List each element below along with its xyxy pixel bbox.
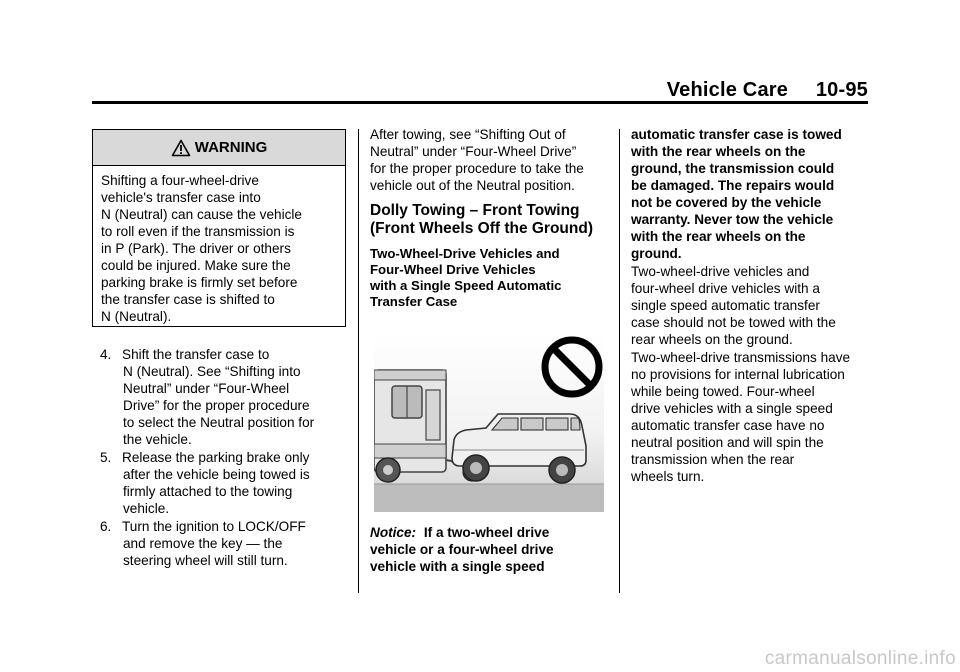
text-line: Neutral” under “Four-Wheel: [123, 381, 290, 396]
text-line: automatic transfer case is towed: [631, 127, 842, 142]
tow-truck: [374, 370, 446, 482]
watermark: carmanualsonline.info: [764, 648, 956, 669]
step-text: [123, 518, 306, 569]
text-line: transmission when the rear: [631, 452, 795, 467]
warning-header: [93, 130, 345, 166]
column-divider: [358, 129, 359, 593]
text-line: Two-wheel-drive transmissions have: [631, 350, 851, 365]
text-line: Release the parking brake only: [122, 450, 310, 465]
heading-line: with a Single Speed Automatic: [370, 278, 562, 293]
text-line: N (Neutral).: [101, 309, 172, 324]
dolly-towing-illustration: [374, 334, 604, 512]
text-line: single speed automatic transfer: [631, 298, 820, 313]
text-line: parking brake is firmly set before: [101, 275, 298, 290]
text-line: could be injured. Make sure the: [101, 258, 291, 273]
intro-paragraph: [370, 126, 615, 194]
text-line: with the rear wheels on the: [631, 229, 806, 244]
text-line: not be covered by the vehicle: [631, 195, 822, 210]
text-line: N (Neutral) can cause the vehicle: [101, 207, 302, 222]
notice-continuation: [631, 126, 871, 262]
text-line: no provisions for internal lubrication: [631, 367, 845, 382]
warning-text: [93, 166, 345, 325]
text-line: with the rear wheels on the: [631, 144, 806, 159]
heading-line: Transfer Case: [370, 294, 458, 309]
column-divider: [619, 129, 620, 593]
warning-triangle-icon: [171, 139, 191, 157]
text-line: the transfer case is shifted to: [101, 292, 275, 307]
step-text: [123, 449, 310, 517]
text-line: rear wheels on the ground.: [631, 332, 793, 347]
text-line: steering wheel will still turn.: [123, 553, 288, 568]
step-number: 5.: [100, 450, 112, 465]
text-line: ground.: [631, 246, 682, 261]
text-line: drive vehicles with a single speed: [631, 401, 833, 416]
text-line: Turn the ignition to LOCK/OFF: [122, 519, 306, 534]
step-number: 4.: [100, 347, 112, 362]
step-number: 6.: [100, 519, 112, 534]
text-line: the vehicle.: [123, 432, 192, 447]
heading-line: Dolly Towing – Front Towing: [370, 202, 580, 219]
text-line: ground, the transmission could: [631, 161, 835, 176]
text-line: neutral position and will spin the: [631, 435, 824, 450]
notice-paragraph: [370, 524, 615, 575]
text-line: for the proper procedure to take the: [370, 161, 584, 176]
text-line: be damaged. The repairs would: [631, 178, 835, 193]
step-text: [123, 346, 314, 448]
text-line: vehicle.: [123, 501, 170, 516]
heading-line: Two-Wheel-Drive Vehicles and: [370, 246, 560, 261]
text-line: [370, 524, 615, 541]
text-line: while being towed. Four-wheel: [631, 384, 815, 399]
section-heading: [370, 202, 615, 238]
subheading: [370, 246, 615, 310]
warning-box: [92, 129, 346, 327]
text-line: to select the Neutral position for: [123, 415, 315, 430]
text-line: Shifting a four-wheel-drive: [101, 173, 259, 188]
text-line: vehicle or a four-wheel drive: [370, 542, 554, 557]
text-line: four-wheel drive vehicles with a: [631, 281, 820, 296]
text-line: vehicle with a single speed: [370, 559, 545, 574]
paragraph: [631, 263, 871, 348]
page-header: [667, 79, 868, 102]
text-line: vehicle out of the Neutral position.: [370, 178, 575, 193]
text-line: wheels turn.: [631, 469, 705, 484]
text-line: warranty. Never tow the vehicle: [631, 212, 834, 227]
text-line: Neutral” under “Four-Wheel Drive”: [370, 144, 577, 159]
text-line: case should not be towed with the: [631, 315, 836, 330]
text-line: Two-wheel-drive vehicles and: [631, 264, 810, 279]
text-line: to roll even if the transmission is: [101, 224, 295, 239]
paragraph: [631, 349, 871, 485]
heading-line: (Front Wheels Off the Ground): [370, 220, 594, 237]
text-line: after the vehicle being towed is: [123, 467, 310, 482]
text-line: in P (Park). The driver or others: [101, 241, 291, 256]
heading-line: Four-Wheel Drive Vehicles: [370, 262, 536, 277]
section-title: Vehicle Care: [666, 79, 789, 101]
notice-text: If a two-wheel drive: [423, 525, 550, 540]
text-line: and remove the key — the: [123, 536, 283, 551]
text-line: Drive” for the proper procedure: [123, 398, 310, 413]
page-number: 10-95: [815, 79, 868, 101]
warning-title: WARNING: [194, 139, 268, 156]
text-line: N (Neutral). See “Shifting into: [123, 364, 301, 379]
text-line: firmly attached to the towing: [123, 484, 293, 499]
text-line: vehicle's transfer case into: [101, 190, 261, 205]
text-line: automatic transfer case have no: [631, 418, 825, 433]
header-rule: [92, 101, 868, 104]
text-line: Shift the transfer case to: [122, 347, 270, 362]
text-line: After towing, see “Shifting Out of: [370, 127, 566, 142]
notice-label: Notice:: [370, 525, 417, 540]
